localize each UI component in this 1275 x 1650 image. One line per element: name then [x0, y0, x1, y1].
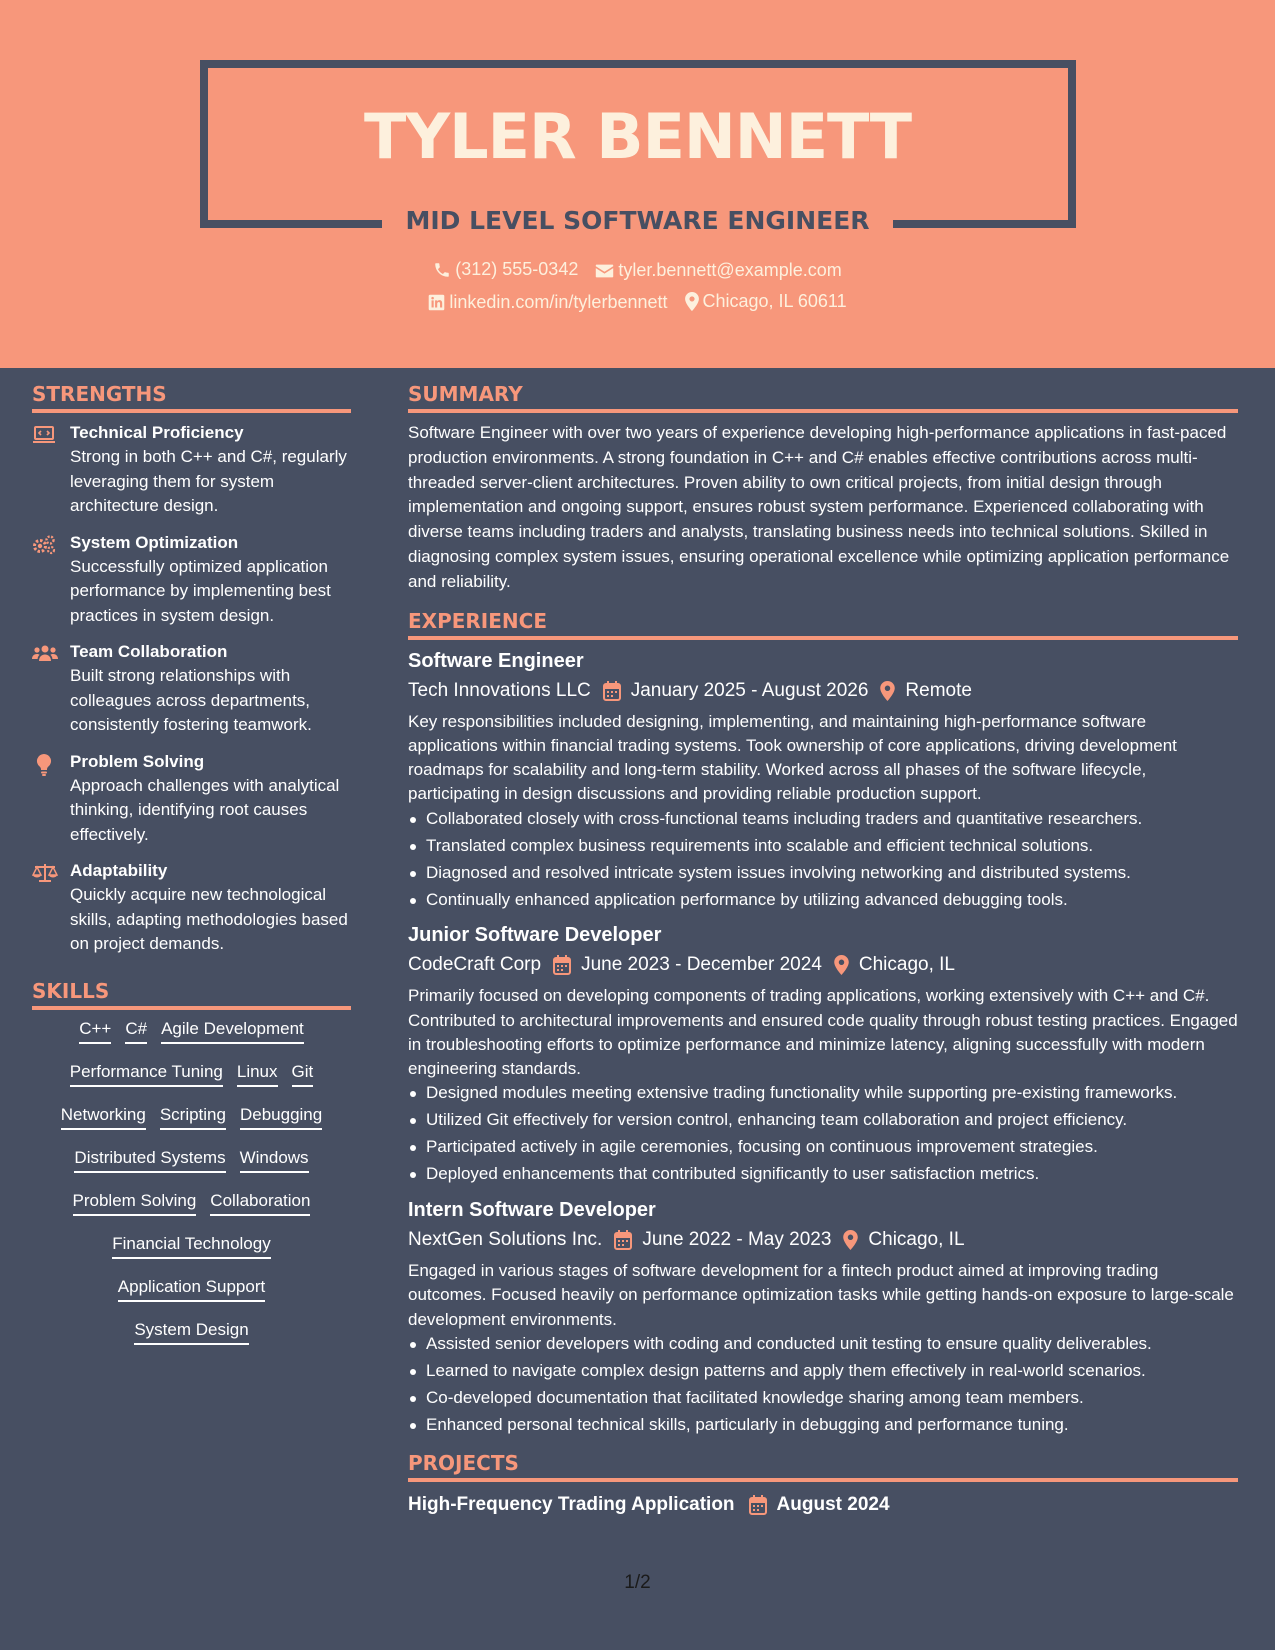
location-contact — [685, 291, 847, 312]
gears-icon — [32, 535, 56, 555]
strength-title: System Optimization — [70, 532, 239, 552]
bullet-item: Utilized Git effectively for version control, enhancing team collaboration and project efficiency. — [408, 1108, 1238, 1133]
job-entry — [408, 922, 1238, 1187]
skill-tag: Problem Solving — [73, 1190, 197, 1216]
bullet-item: Enhanced personal technical skills, particularly in debugging and performance tuning. — [408, 1413, 1238, 1438]
scale-icon — [32, 863, 58, 883]
skill-tag: Performance Tuning — [70, 1061, 223, 1087]
strength-desc: Approach challenges with analytical thinking, identifying root causes effectively. — [70, 775, 340, 844]
skills-list — [32, 1018, 351, 1345]
location-text: Chicago, IL 60611 — [702, 291, 847, 311]
linkedin-icon — [428, 294, 445, 311]
job-position: Software Engineer — [408, 649, 584, 672]
map-pin-icon — [880, 681, 895, 701]
job-location: Chicago, IL — [858, 954, 956, 976]
phone-icon — [433, 261, 451, 279]
skill-row — [32, 1190, 351, 1216]
skill-row — [32, 1061, 351, 1087]
job-dates: June 2022 - May 2023 — [642, 1228, 832, 1250]
job-bullets — [408, 807, 1238, 913]
contact-row-2 — [0, 291, 1275, 316]
users-icon — [32, 644, 58, 662]
calendar-icon — [614, 1230, 632, 1250]
job-company: NextGen Solutions Inc. — [408, 1228, 603, 1250]
job-title-heading: MID LEVEL SOFTWARE ENGINEER — [405, 206, 870, 235]
bullet-item: Continually enhanced application performance by utilizing advanced debugging tools. — [408, 888, 1238, 913]
calendar-icon — [603, 681, 621, 701]
bullet-item: Deployed enhancements that contributed significantly to user satisfaction metrics. — [408, 1162, 1238, 1187]
skill-tag: System Design — [134, 1319, 248, 1345]
job-description: Key responsibilities included designing, implementing, and maintaining high-performance software applications within financial trading systems. Took ownership of core applications, driving development roadmaps for scalability and long-term stability. Worked across all phases of the software lifecycle, participating in design discussions and providing reliable production support. — [408, 711, 1177, 804]
skill-tag: Windows — [240, 1147, 309, 1173]
strength-title: Adaptability — [70, 861, 168, 880]
email-text[interactable]: tyler.bennett@example.com — [618, 260, 842, 280]
job-company: Tech Innovations LLC — [408, 679, 591, 701]
job-entry — [408, 1197, 1238, 1437]
bullet-item: Translated complex business requirements into scalable and efficient technical solutions. — [408, 834, 1238, 859]
skill-row — [32, 1276, 351, 1302]
lightbulb-icon — [36, 754, 52, 776]
job-position: Junior Software Developer — [408, 924, 662, 947]
strengths-heading: STRENGTHS — [32, 382, 351, 413]
skill-tag: Scripting — [160, 1104, 226, 1130]
project-date: August 2024 — [776, 1494, 890, 1516]
resume-header — [0, 0, 1275, 368]
skill-tag: Financial Technology — [112, 1233, 270, 1259]
bullet-item: Designed modules meeting extensive trading functionality while supporting pre-existing frameworks. — [408, 1081, 1238, 1106]
strength-item — [32, 421, 351, 519]
job-meta — [408, 676, 1238, 706]
summary-text: Software Engineer with over two years of experience developing high-performance applications in fast-paced production environments. A strong foundation in C++ and C# enables effective contributions across multi-threaded server-client architectures. Proven ability to own critical projects, from initial design through implementation and ongoing support, ensures robust system performance. Experienced collaborating with diverse teams including traders and analysts, translating business needs into technical solutions. Skilled in diagnosing complex system issues, ensuring operational excellence while optimizing application performance and reliability. — [408, 423, 1230, 591]
candidate-name: TYLER BENNETT — [363, 100, 912, 173]
bullet-item: Assisted senior developers with coding and conducted unit testing to ensure quality deliverables. — [408, 1332, 1238, 1357]
job-meta — [408, 950, 1238, 980]
strength-desc: Successfully optimized application performance by implementing best practices in system design. — [70, 556, 331, 625]
job-meta — [408, 1225, 1238, 1255]
skill-tag: Networking — [61, 1104, 146, 1130]
strength-desc: Quickly acquire new technological skills, adapting methodologies based on project demands. — [70, 885, 348, 953]
job-dates: June 2023 - December 2024 — [581, 954, 822, 976]
linkedin-contact[interactable] — [428, 292, 667, 313]
job-dates: January 2025 - August 2026 — [630, 679, 869, 701]
strength-item — [32, 531, 351, 629]
job-position: Intern Software Developer — [408, 1198, 656, 1221]
skill-tag: Collaboration — [210, 1190, 310, 1216]
map-pin-icon — [834, 955, 849, 975]
calendar-icon — [749, 1495, 767, 1515]
strength-item — [32, 750, 351, 848]
bullet-item: Learned to navigate complex design patterns and apply them effectively in real-world scenarios. — [408, 1359, 1238, 1384]
strength-title: Team Collaboration — [70, 642, 228, 661]
job-description: Engaged in various stages of software development for a fintech product aimed at improving trading outcomes. Focused heavily on performance optimization tasks while getting hands-on exposure to large-scale development environments. — [408, 1260, 1234, 1329]
skill-tag: Application Support — [118, 1276, 265, 1302]
laptop-code-icon — [32, 425, 56, 445]
project-title: High-Frequency Trading Application — [408, 1494, 735, 1516]
job-entry — [408, 648, 1238, 913]
skill-tag: Agile Development — [161, 1018, 304, 1044]
skill-tag: Distributed Systems — [74, 1147, 225, 1173]
phone-text: (312) 555-0342 — [455, 259, 579, 279]
job-company: CodeCraft Corp — [408, 954, 542, 976]
projects-heading: PROJECTS — [408, 1451, 1238, 1482]
strength-item — [32, 640, 351, 738]
envelope-icon — [595, 263, 614, 279]
strength-title: Technical Proficiency — [70, 423, 244, 442]
skill-row — [32, 1147, 351, 1173]
skill-tag: Git — [292, 1061, 314, 1087]
job-location: Remote — [905, 679, 972, 701]
left-column — [32, 382, 351, 1362]
skill-tag: C# — [125, 1018, 147, 1044]
strength-desc: Built strong relationships with colleagues across departments, consistently fostering teamwork. — [70, 666, 312, 734]
skill-tag: Linux — [237, 1061, 278, 1087]
right-column — [408, 382, 1238, 1520]
project-entry — [408, 1490, 1238, 1520]
bullet-item: Participated actively in agile ceremonies, focusing on continuous improvement strategies. — [408, 1135, 1238, 1160]
phone-contact — [433, 259, 578, 280]
frame-border-top — [200, 60, 1076, 68]
linkedin-text[interactable]: linkedin.com/in/tylerbennett — [449, 292, 668, 312]
calendar-icon — [553, 955, 571, 975]
job-description: Primarily focused on developing components of trading applications, working extensively with C++ and C#. Contributed to architectural improvements and ensured code quality through robust testing practices. Engaged in troubleshooting efforts to optimize performance and minimize latency, aligning successfully with modern engineering standards. — [408, 986, 1238, 1079]
bullet-item: Diagnosed and resolved intricate system issues involving networking and distributed systems. — [408, 861, 1238, 886]
skill-row — [32, 1233, 351, 1259]
map-pin-icon — [685, 292, 699, 311]
skill-row — [32, 1104, 351, 1130]
skill-row — [32, 1319, 351, 1345]
email-contact[interactable] — [595, 260, 841, 281]
contact-row-1 — [0, 259, 1275, 284]
skill-row — [32, 1018, 351, 1044]
bullet-item: Collaborated closely with cross-functional teams including traders and quantitative researchers. — [408, 807, 1238, 832]
page-number: 1/2 — [624, 1572, 651, 1593]
job-location: Chicago, IL — [868, 1228, 965, 1250]
strength-desc: Strong in both C++ and C#, regularly leveraging them for system architecture design. — [70, 447, 347, 515]
summary-heading: SUMMARY — [408, 382, 1238, 413]
map-pin-icon — [843, 1230, 858, 1250]
skill-tag: Debugging — [240, 1104, 322, 1130]
strength-title: Problem Solving — [70, 751, 205, 771]
experience-heading: EXPERIENCE — [408, 609, 1238, 640]
strength-item — [32, 859, 351, 957]
job-bullets — [408, 1081, 1238, 1187]
skills-heading: SKILLS — [32, 979, 351, 1010]
job-bullets — [408, 1332, 1238, 1438]
bullet-item: Co-developed documentation that facilitated knowledge sharing among team members. — [408, 1386, 1238, 1411]
skill-tag: C++ — [79, 1018, 111, 1044]
